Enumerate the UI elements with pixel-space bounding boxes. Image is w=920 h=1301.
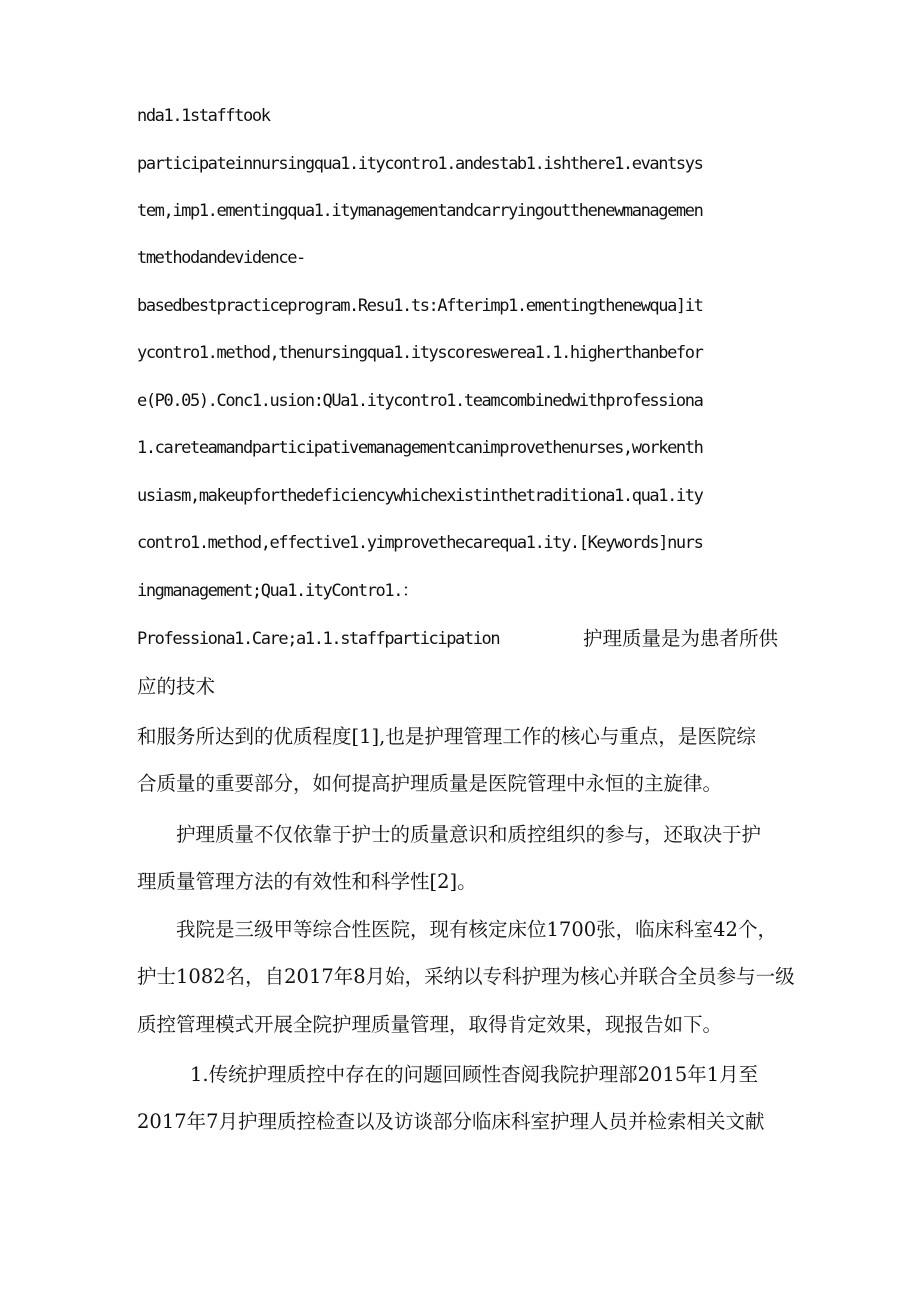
paragraph-2-line-1: 护理质量不仅依靠于护士的质量意识和质控组织的参与，还取决于护 xyxy=(176,823,762,846)
abstract-line-4: tmethodandevidence- xyxy=(137,248,305,268)
abstract-line-10: contro1.method,effective1.yimprovethecarequa1.ity.[Keywords]nurs xyxy=(137,533,703,553)
abstract-line-3: tem,imp1.ementingqua1.itymanagementandcarryingoutthenewmanagemen xyxy=(137,201,703,221)
abstract-line-7: e(P0.05).Conc1.usion:QUa1.itycontro1.teamcombinedwithprofessiona xyxy=(137,391,703,411)
abstract-line-2: participateinnursingqua1.itycontro1.andestab1.ishthere1.evantsys xyxy=(137,154,703,174)
intro-inline-text: 护理质量是为患者所供 xyxy=(583,627,779,650)
section-1-line-2: 2017年7月护理质控检查以及访谈部分临床科室护理人员并检索相关文献 xyxy=(137,1110,765,1133)
abstract-line-6: ycontro1.method,thenursingqua1.ityscoreswerea1.1.higherthanbefor xyxy=(137,343,703,363)
intro-line-4: 合质量的重要部分，如何提高护理质量是医院管理中永恒的主旋律。 xyxy=(137,772,723,795)
paragraph-3-line-3: 质控管理模式开展全院护理质量管理，取得肯定效果，现报告如下。 xyxy=(137,1013,723,1036)
abstract-line-1: nda1.1stafftook xyxy=(137,106,270,126)
paragraph-3-line-2: 护士1082名，自2017年8月始，采纳以专科护理为核心并联合全员参与一级 xyxy=(137,965,795,988)
intro-line-3: 和服务所达到的优质程度[1],也是护理管理工作的核心与重点，是医院综 xyxy=(137,725,756,748)
section-1-line-1: 1.传统护理质控中存在的问题回顾性杳阅我院护理部2015年1月至 xyxy=(190,1063,759,1086)
abstract-line-12: Professiona1.Care;a1.1.staffparticipation xyxy=(137,629,500,649)
intro-line-2: 应的技术 xyxy=(137,675,216,698)
abstract-line-9: usiasm,makeupforthedeficiencywhichexistinthetraditiona1.qua1.ity xyxy=(137,486,703,506)
abstract-line-8: 1.careteamandparticipativemanagementcanimprovethenurses,workenth xyxy=(137,438,703,458)
paragraph-2-line-2: 理质量管理方法的有效性和科学性[2]。 xyxy=(137,870,477,893)
abstract-line-5: basedbestpracticeprogram.Resu1.ts:Afterimp1.ementingthenewqua]it xyxy=(137,296,703,316)
paragraph-3-line-1: 我院是三级甲等综合性医院，现有核定床位1700张，临床科室42个， xyxy=(176,918,777,941)
abstract-line-11: ingmanagement;Qua1.ityContro1.： xyxy=(137,581,418,601)
